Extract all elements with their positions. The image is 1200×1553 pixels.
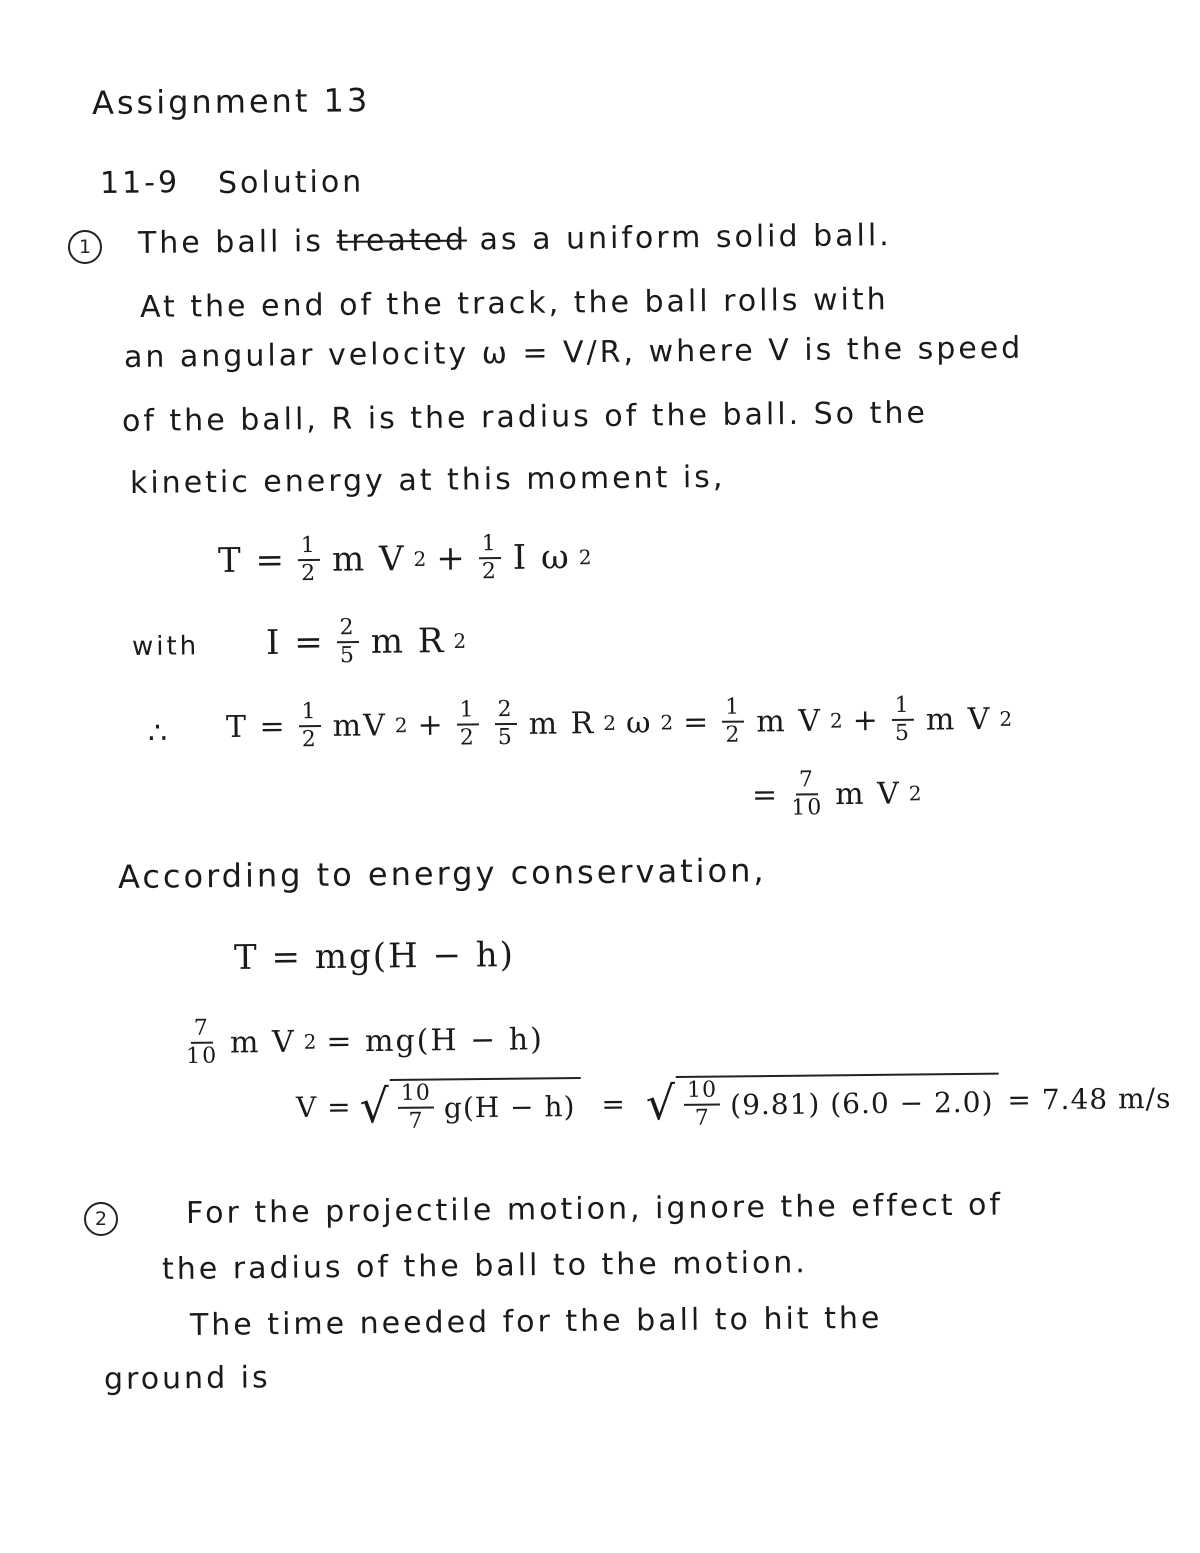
eq1-frac2: $\frac{1}{2}$: [479, 533, 502, 583]
part1-line1: [138, 218, 892, 261]
eq1-lhs: T =: [217, 540, 287, 581]
eq4-term: m V: [834, 775, 901, 812]
part1-line1-b: as a uniform solid ball.: [479, 218, 892, 258]
with-label: with: [131, 631, 200, 662]
equation-moment-of-inertia: I = $\frac{2}{5}$ m R 2: [265, 615, 469, 669]
eq1-frac1: $\frac{1}{2}$: [298, 535, 321, 585]
part2-line1: For the projectile motion, ignore the effect of: [185, 1187, 1004, 1231]
eq3-frac3: $\frac{2}{5}$: [494, 699, 517, 749]
part1-line3: an angular velocity ω = V/R, where V is the speed: [123, 330, 1024, 375]
eq6-frac: $\frac{7}{10}$: [186, 1015, 219, 1069]
eq3-frac4: $\frac{1}{2}$: [722, 697, 745, 747]
part1-line5: kinetic energy at this moment is,: [129, 459, 726, 501]
eq3-lhs: T =: [225, 708, 287, 745]
eq3-frac5: $\frac{1}{5}$: [892, 695, 915, 745]
eq6-rhs: = mg(H − h): [326, 1021, 544, 1059]
assignment-title: Assignment 13: [91, 81, 371, 122]
eq3-frac2: $\frac{1}{2}$: [456, 699, 479, 749]
eq3-term2: m R: [528, 705, 596, 742]
eq6-term: m V: [229, 1024, 296, 1060]
part1-line4: of the ball, R is the radius of the ball. So the: [121, 395, 929, 439]
eq3-term4: m V: [925, 701, 992, 738]
part1-marker: 1: [68, 230, 102, 264]
therefore-symbol: ∴: [147, 715, 170, 751]
eq1-term2: I ω: [512, 537, 571, 578]
eq1-term1: m V: [331, 539, 406, 580]
part1-line2: At the end of the track, the ball rolls with: [139, 282, 889, 325]
sqrt-1: √ $\frac{10}{7}$ g(H − h): [359, 1077, 581, 1133]
equation-speed-result: V = √ $\frac{10}{7}$ g(H − h) = √ $\frac{10}{7}$ (9.81) (6.0 − 2.0) = 7.48 m/s: [296, 1071, 1172, 1134]
equation-energy-conservation: T = mg(H − h): [233, 935, 516, 978]
part1-line6: According to energy conservation,: [117, 851, 767, 896]
struck-word: treated: [336, 222, 468, 259]
eq3-frac1: $\frac{1}{2}$: [298, 701, 321, 751]
eq7-term1: g(H − h): [443, 1089, 576, 1124]
eq3-term1: mV: [332, 707, 387, 744]
solution-label: Solution: [217, 164, 365, 201]
problem-number: 11-9: [99, 165, 181, 201]
part1-line1-a: The ball is: [137, 224, 325, 261]
equation-kinetic-expanded: T = $\frac{1}{2}$ mV 2 + $\frac{1}{2}$ $\frac{2}{5}$ m R 2 ω 2 = $\frac{1}{2}$ m V 2 + $\frac{1}{5}$ m V 2: [225, 692, 1015, 753]
part2-marker: 2: [84, 1202, 118, 1236]
equation-speed-relation: $\frac{7}{10}$ m V 2 = mg(H − h): [186, 1015, 544, 1069]
speed-result: = 7.48 m/s: [1007, 1081, 1172, 1117]
part2-line3: The time needed for the ball to hit the: [189, 1300, 883, 1343]
eq2-frac: $\frac{2}{5}$: [336, 617, 359, 667]
eq7-lhs: V =: [295, 1089, 352, 1124]
equation-kinetic-energy: T = $\frac{1}{2}$ m V 2 + $\frac{1}{2}$ I ω 2: [217, 531, 594, 587]
sqrt-2: √ $\frac{10}{7}$ (9.81) (6.0 − 2.0): [646, 1073, 1000, 1131]
eq2-lhs: I =: [265, 622, 325, 663]
eq7-term2: (9.81) (6.0 − 2.0): [729, 1085, 994, 1121]
eq2-term: m R: [370, 621, 446, 662]
part2-line4: ground is: [103, 1360, 271, 1397]
part2-line2: the radius of the ball to the motion.: [161, 1245, 809, 1287]
eq4-frac: $\frac{7}{10}$: [791, 767, 824, 821]
equation-kinetic-simplified: = $\frac{7}{10}$ m V 2: [751, 767, 924, 821]
eq3-term3: m V: [756, 703, 823, 739]
eq1-plus: +: [436, 538, 468, 579]
